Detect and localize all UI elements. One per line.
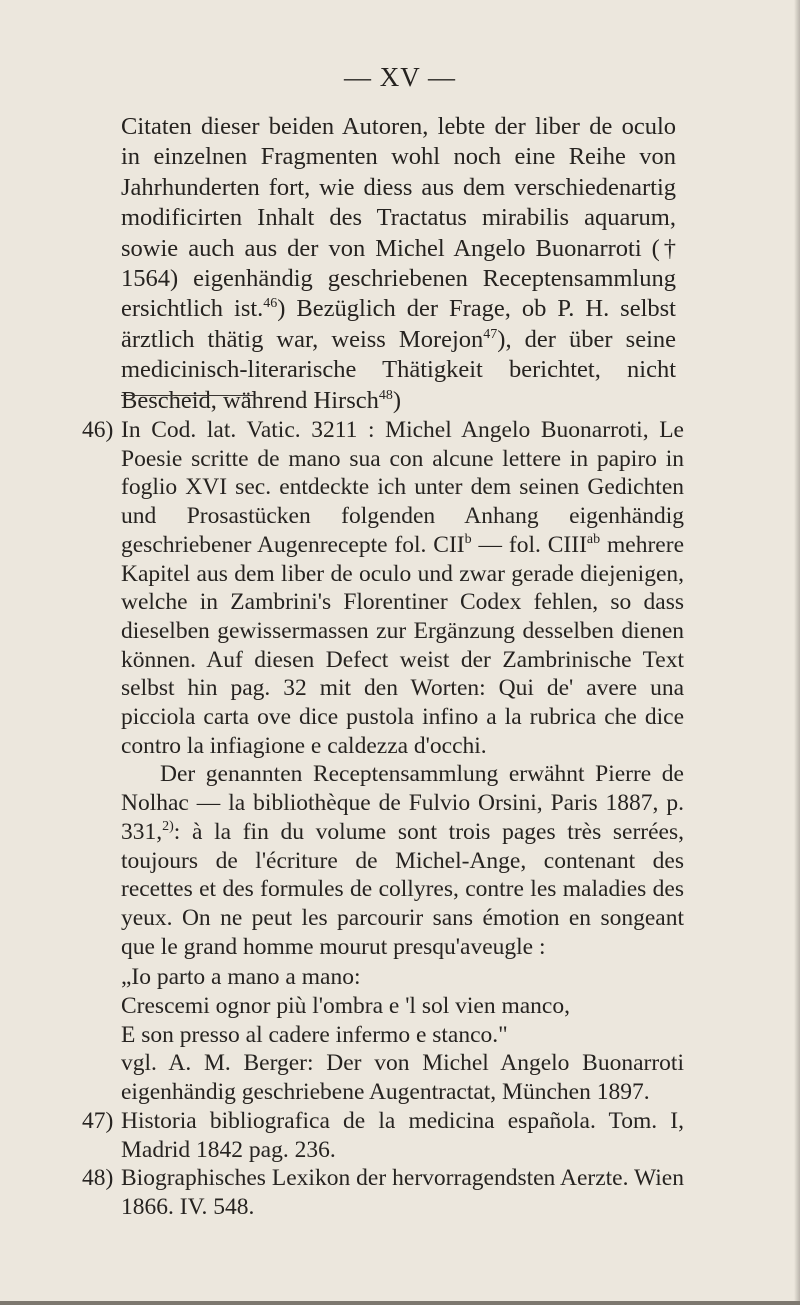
footnote-paragraph: [121, 760, 684, 961]
footnote-48: [82, 1164, 684, 1221]
footnote-text: Der genannten Receptensammlung erwähnt Pierre de Nolhac — la bibliothèque de Fulvio Orsini, Paris 1887, p. 331,: [121, 761, 684, 845]
main-paragraph: [121, 112, 676, 416]
page-bottom-edge: [0, 1301, 800, 1305]
footnote-paragraph: vgl. A. M. Berger: Der von Michel Angelo Buonarroti eigenhändig geschriebene Augentractat, München 1897.: [121, 1050, 684, 1106]
main-text-part: Citaten dieser beiden Autoren, lebte der liber de oculo in einzelnen Fragmenten wohl noch eine Reihe von Jahrhunderten fort, wie diess aus dem verschiedenartig modificirten Inhalt des Tractatus mirabilis aquarum, sowie auch aus der von Michel Angelo Buonarroti († 1564) eigenhändig geschriebenen Receptensammlung ersichtlich ist.: [121, 113, 676, 323]
main-text: [121, 112, 676, 416]
main-text-part: ): [392, 386, 402, 414]
footnote-number: 47): [82, 1107, 114, 1134]
page-edge-shadow: [794, 0, 800, 1305]
superscript: b: [464, 531, 472, 547]
footnote-text: In Cod. lat. Vatic. 3211 : Michel Angelo Buonarroti, Le Poesie scritte de mano sua con alcune lettere in papiro in foglio XVI sec. entdeckte ich unter dem seinen Gedichten und Prosastücken folgenden Anhang eigenhändig geschriebener Augenrecepte fol. CII: [121, 417, 684, 558]
footnote-divider: [121, 395, 254, 396]
footnote-body: Biographisches Lexikon der hervorragendsten Aerzte. Wien 1866. IV. 548.: [121, 1165, 684, 1220]
footnote-ref[interactable]: 46: [263, 296, 278, 312]
footnote-46: [82, 416, 684, 1107]
footnote-number: 46): [82, 417, 114, 443]
superscript: 2): [162, 818, 174, 834]
superscript: ab: [586, 531, 601, 547]
footnote-text: : à la fin du volume sont trois pages très serrées, toujours de l'écriture de Michel-Ange, contenant des recettes et des formules de collyres, contre les maladies des yeux. On ne peut les parcourir sans émotion en songeant que le grand homme mourut presqu'aveugle :: [121, 818, 684, 960]
verse-line: „Io parto a mano a mano:: [121, 964, 361, 991]
footnote-body: Historia bibliografica de la medicina española. Tom. I, Madrid 1842 pag. 236.: [121, 1107, 684, 1163]
footnote-ref[interactable]: 47: [483, 326, 498, 342]
footnote-text: — fol. CIII: [471, 531, 587, 558]
page-number: — XV —: [343, 62, 456, 92]
footnote-paragraph: [121, 416, 684, 760]
verse-line: Crescemi ognor più l'ombra e 'l sol vien manco,: [121, 993, 570, 1020]
verse-line: E son presso al cadere infermo e stanco.": [121, 1021, 508, 1048]
main-text-part: ) Bezüglich der Frage, ob P. H. selbst ärztlich thätig war, weiss Morejon: [121, 295, 676, 353]
footnotes: [82, 416, 684, 1222]
footnote-text: mehrere Kapitel aus dem liber de oculo und zwar gerade diejenigen, welche in Zambrini's Florentiner Codex fehlen, so dass dieselben gewissermassen zur Ergänzung desselben dienen können. Auf diesen Defect weist der Zambrinische Text selbst hin pag. 32 mit den Worten: Qui de' avere una picciola carta ove dice pustola infino a la rubrica che dice contro la infiagione e caldezza d'occhi.: [121, 531, 684, 759]
footnote-number: 48): [82, 1165, 114, 1192]
main-text-part: ), der über seine medicinisch-literarische Thätigkeit berichtet, nicht Bescheid, während Hirsch: [121, 325, 676, 414]
footnote-ref[interactable]: 48: [378, 387, 393, 403]
footnote-47: [82, 1107, 684, 1164]
footnote-body: [121, 416, 684, 1107]
